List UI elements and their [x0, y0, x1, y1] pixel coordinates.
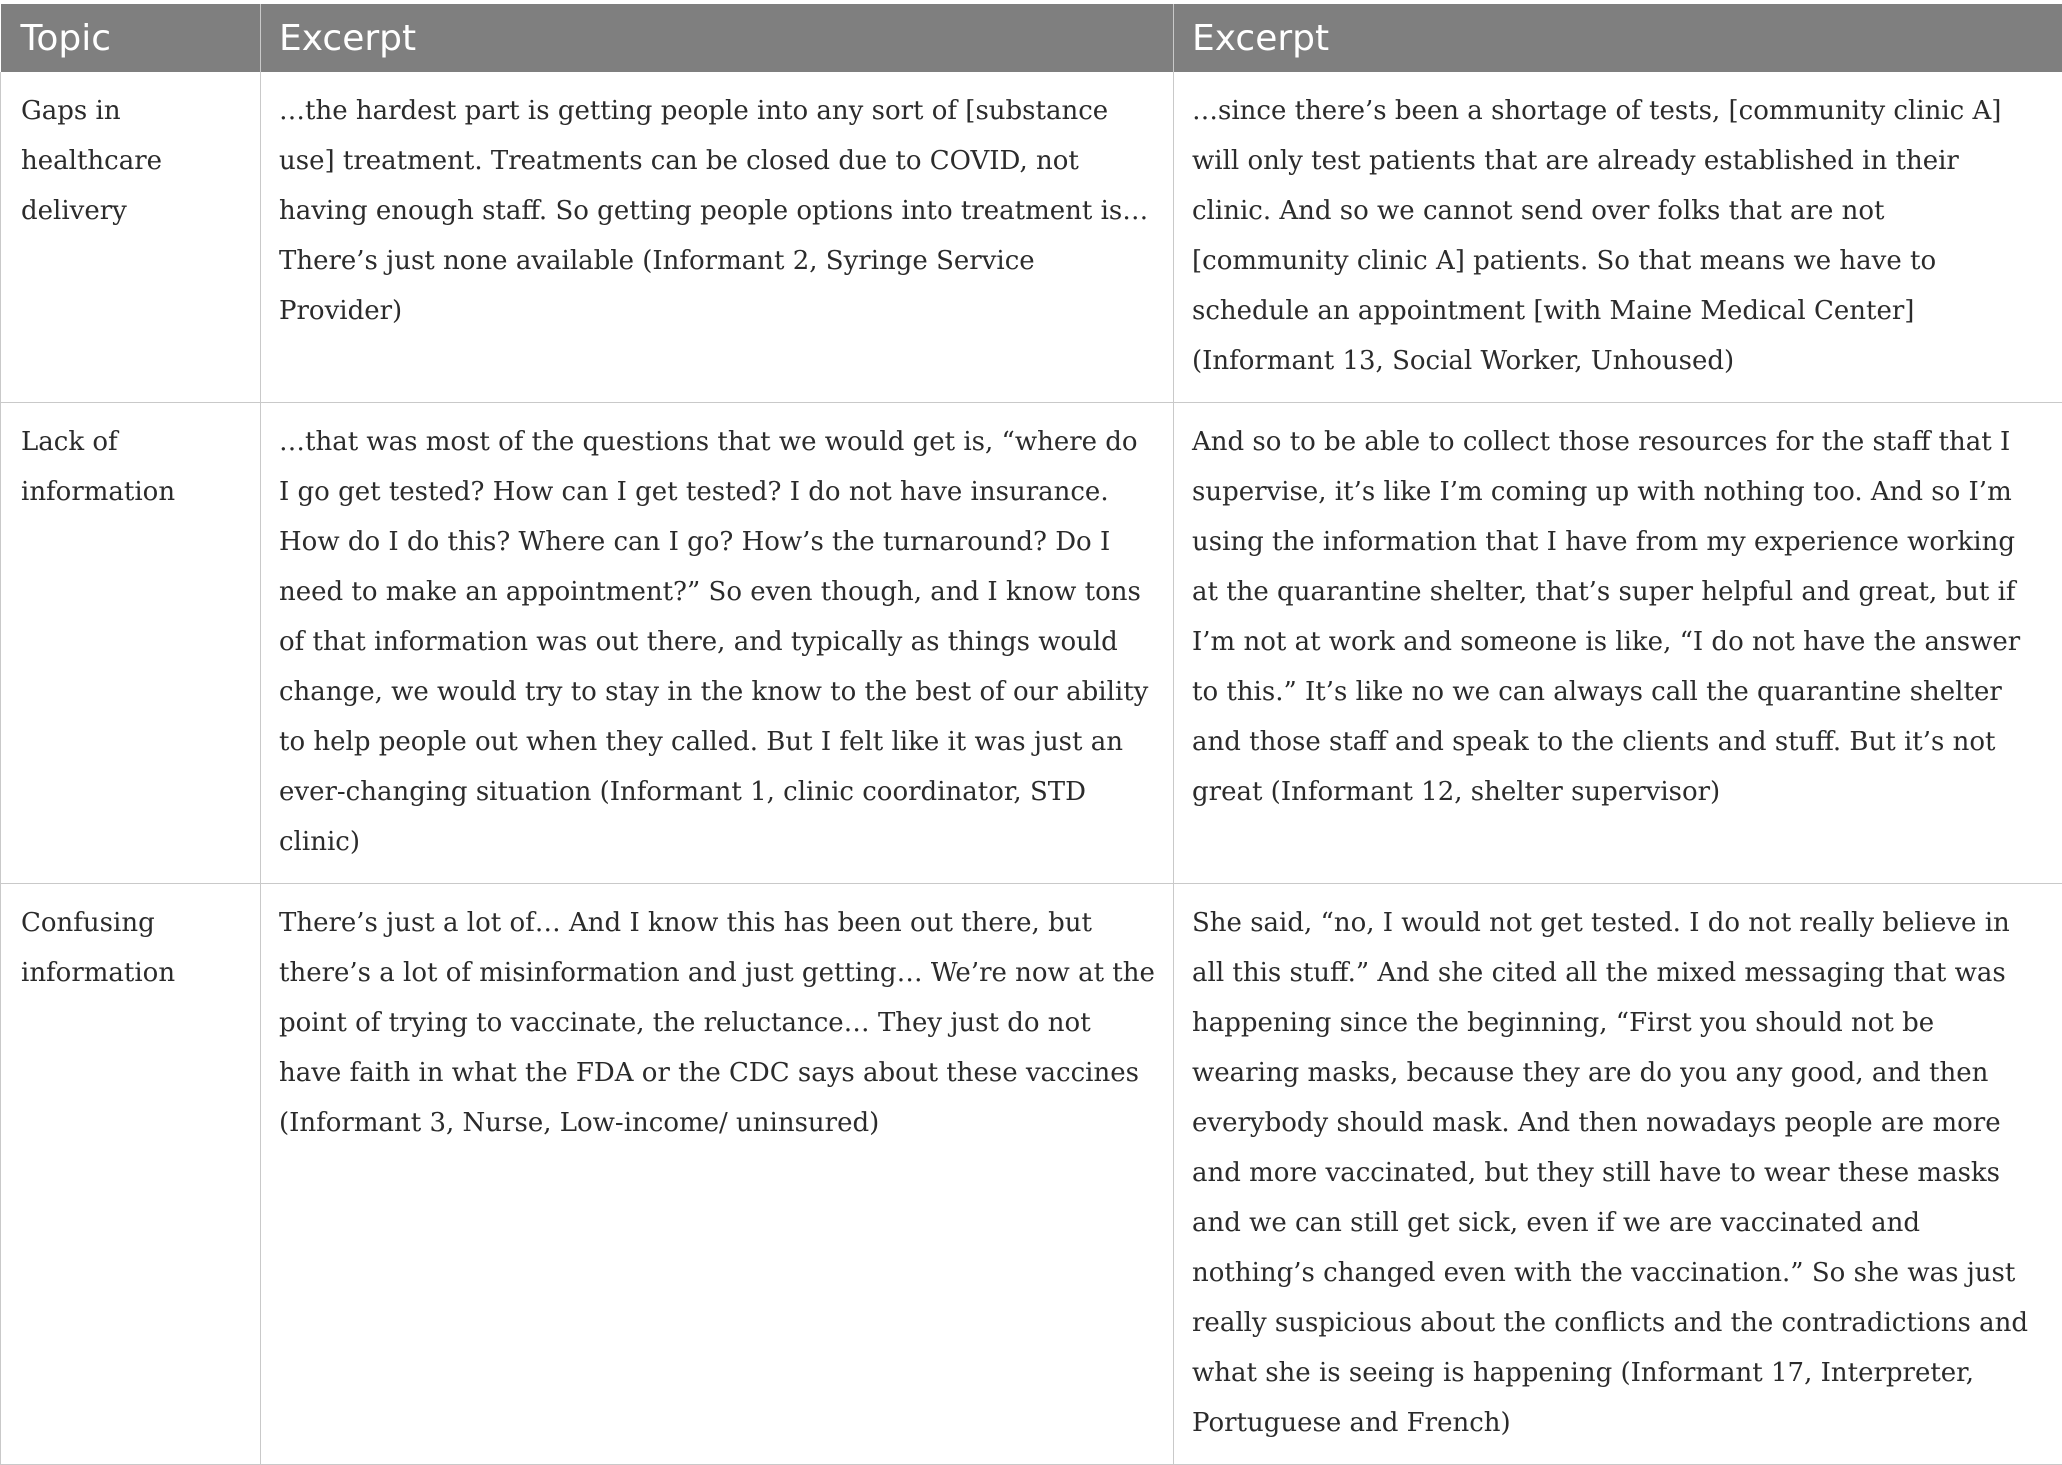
excerpt-cell: …the hardest part is getting people into any sort of [substance use] treatment. Treatments can be closed due to COVID, not having enough staff. So getting people options into treatment is… There’s just none available (Informant 2, Syringe Service Provider) [261, 72, 1174, 403]
topic-cell: Confusing information [1, 884, 261, 1465]
table-body [1, 72, 2062, 1465]
excerpt-table-container [0, 4, 2062, 1465]
table-row [1, 884, 2062, 1465]
excerpt-cell: …that was most of the questions that we would get is, “where do I go get tested? How can I get tested? I do not have insurance. How do I do this? Where can I go? How’s the turnaround? Do I need to make an appointment?” So even though, and I know tons of that information was out there, and typically as things would change, we would try to stay in the know to the best of our ability to help people out when they called. But I felt like it was just an ever-changing situation (Informant 1, clinic coordinator, STD clinic) [261, 403, 1174, 884]
excerpt-cell: There’s just a lot of… And I know this has been out there, but there’s a lot of misinformation and just getting… We’re now at the point of trying to vaccinate, the reluctance… They just do not have faith in what the FDA or the CDC says about these vaccines (Informant 3, Nurse, Low-income/ uninsured) [261, 884, 1174, 1465]
header-topic: Topic [1, 4, 261, 72]
table-row [1, 72, 2062, 403]
table-header [1, 4, 2062, 72]
excerpt-cell: She said, “no, I would not get tested. I do not really believe in all this stuff.” And she cited all the mixed messaging that was happening since the beginning, “First you should not be wearing masks, because they are do you any good, and then everybody should mask. And then nowadays people are more and more vaccinated, but they still have to wear these masks and we can still get sick, even if we are vaccinated and nothing’s changed even with the vaccination.” So she was just really suspicious about the conflicts and the contradictions and what she is seeing is happening (Informant 17, Interpreter, Portuguese and French) [1174, 884, 2062, 1465]
excerpt-cell: And so to be able to collect those resources for the staff that I supervise, it’s like I’m coming up with nothing too. And so I’m using the information that I have from my experience working at the quarantine shelter, that’s super helpful and great, but if I’m not at work and someone is like, “I do not have the answer to this.” It’s like no we can always call the quarantine shelter and those staff and speak to the clients and stuff. But it’s not great (Informant 12, shelter supervisor) [1174, 403, 2062, 884]
topic-cell: Lack of information [1, 403, 261, 884]
excerpt-cell: …since there’s been a shortage of tests, [community clinic A] will only test patients that are already established in their clinic. And so we cannot send over folks that are not [community clinic A] patients. So that means we have to schedule an appointment [with Maine Medical Center] (Informant 13, Social Worker, Unhoused) [1174, 72, 2062, 403]
header-excerpt-1: Excerpt [261, 4, 1174, 72]
header-excerpt-2: Excerpt [1174, 4, 2062, 72]
header-row [1, 4, 2062, 72]
topic-cell: Gaps in healthcare delivery [1, 72, 261, 403]
excerpt-table [0, 4, 2062, 1465]
table-row [1, 403, 2062, 884]
